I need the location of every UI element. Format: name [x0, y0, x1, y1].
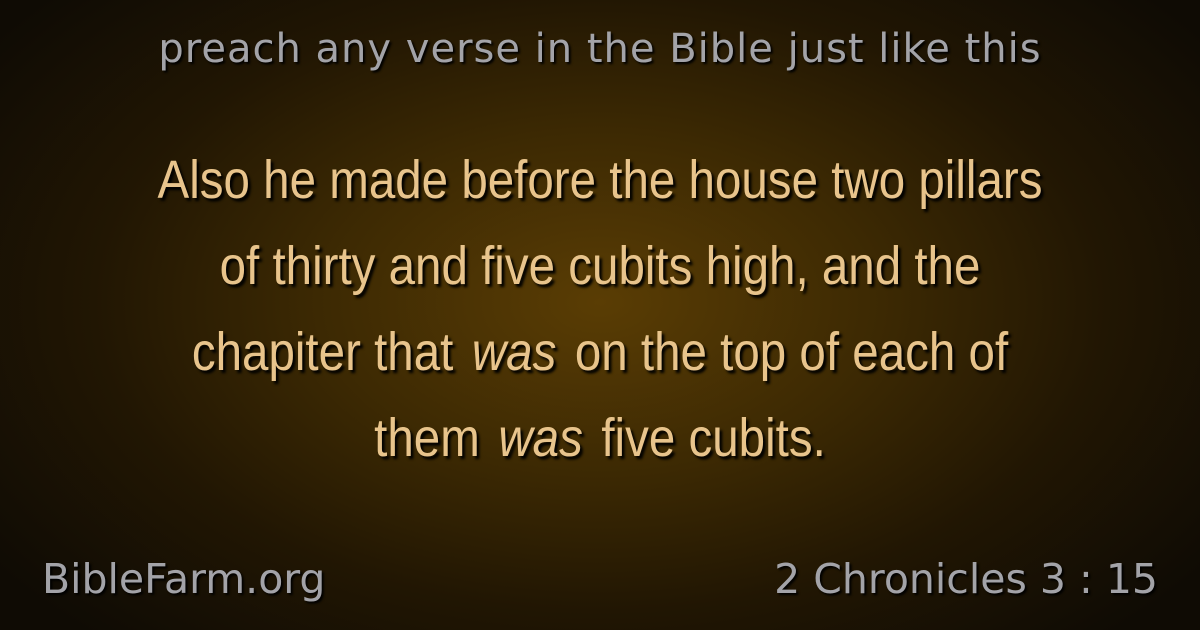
verse-line-1: Also he made before the house two pillars — [157, 150, 1043, 210]
verse-line-3-end: on the top of each of — [574, 322, 1009, 382]
verse-italic-word: was — [471, 322, 557, 382]
verse-line-4 — [116, 395, 1084, 481]
site-name: BibleFarm.org — [42, 555, 326, 603]
tagline: preach any verse in the Bible just like this — [158, 26, 1042, 72]
verse-line-3 — [116, 309, 1084, 395]
verse-line-4-end: five cubits. — [601, 408, 826, 468]
verse-text — [116, 137, 1084, 481]
verse-line-2: of thirty and five cubits high, and the — [219, 236, 981, 296]
verse-line-3-start: chapiter that — [191, 322, 454, 382]
verse-reference: 2 Chronicles 3 : 15 — [774, 555, 1158, 603]
verse-line-4-start: them — [374, 408, 480, 468]
verse-italic-word: was — [498, 408, 583, 468]
